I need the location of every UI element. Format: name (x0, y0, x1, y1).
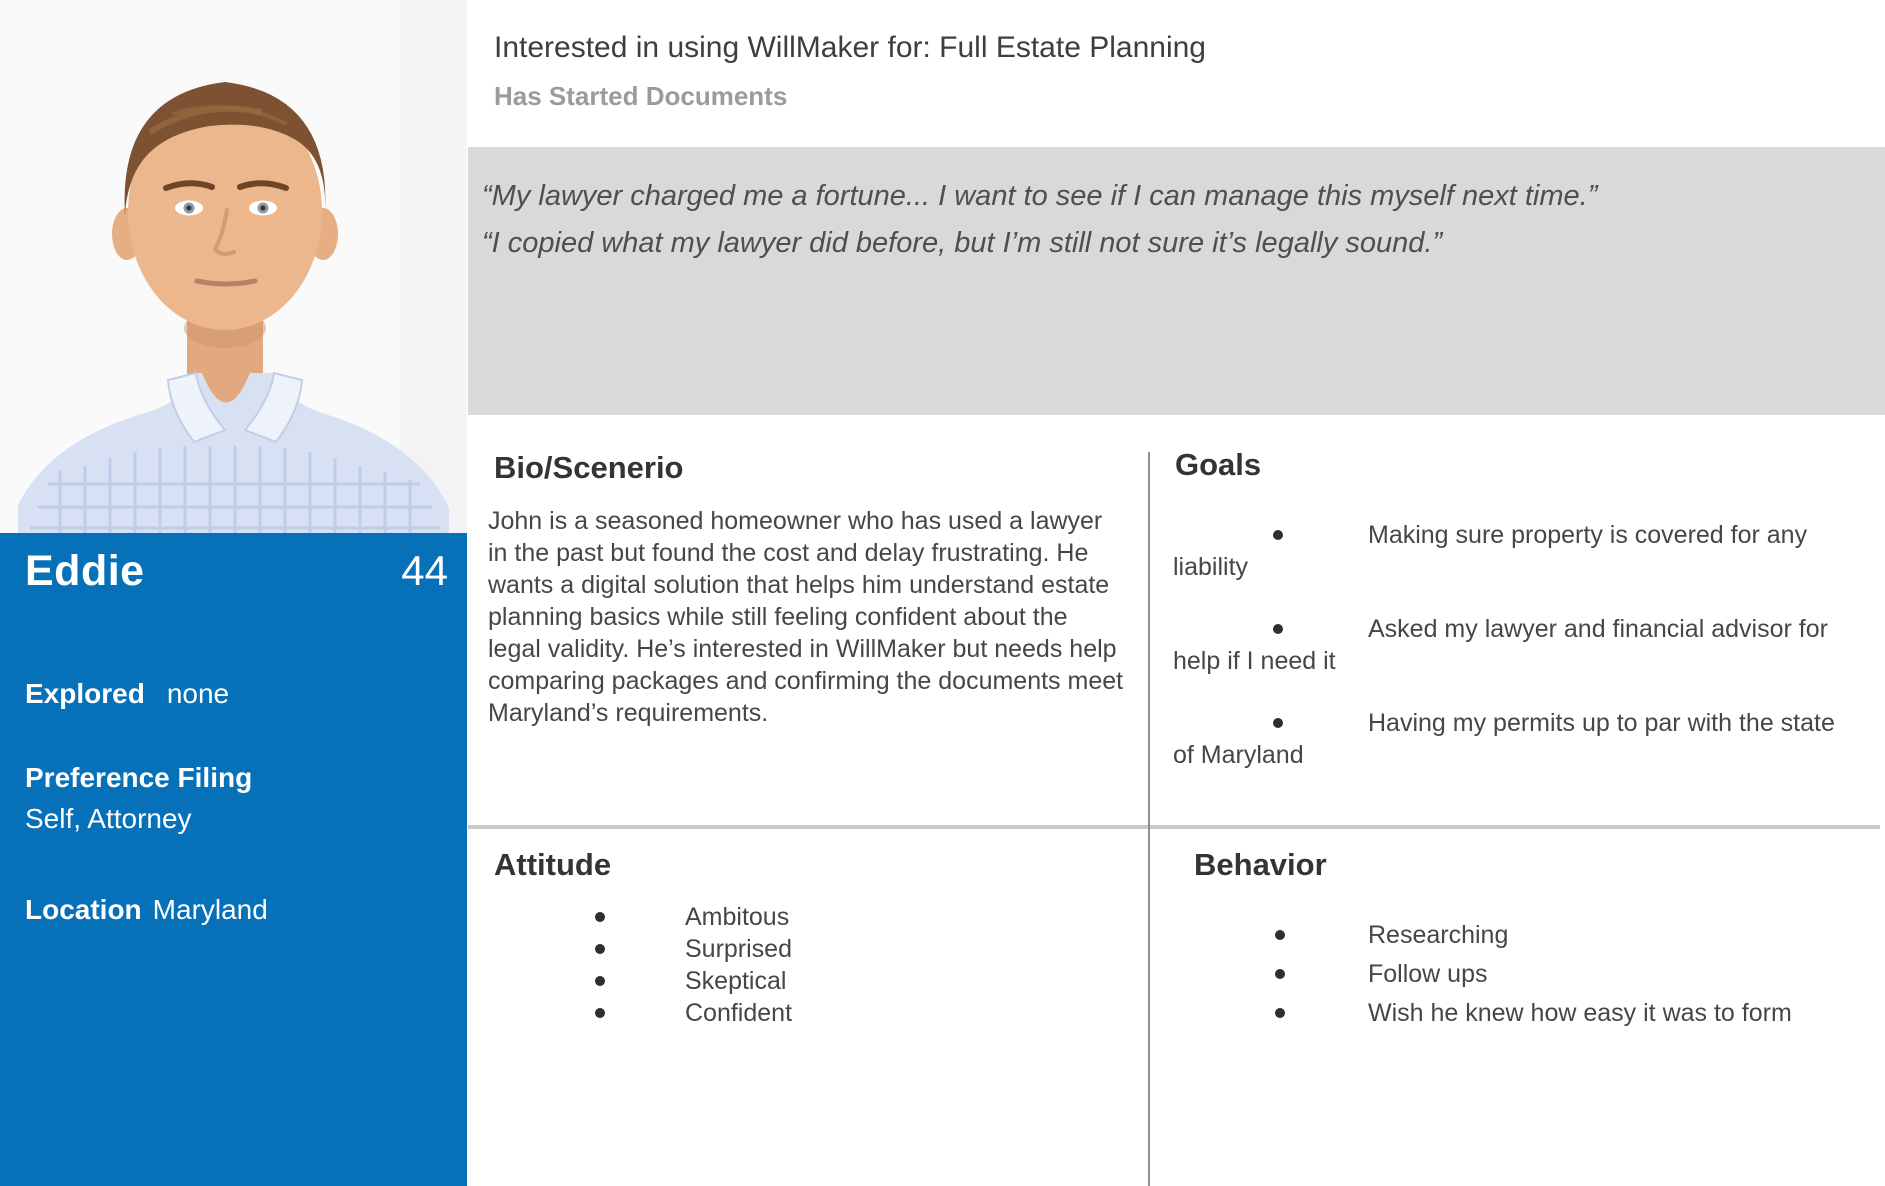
list-item (1151, 613, 1885, 677)
quote-line: “My lawyer charged me a fortune... I want to see if I can manage this myself next time.” (482, 180, 1598, 212)
detail-preference-filing (25, 757, 252, 839)
attitude-text: Confident (685, 999, 793, 1027)
section-bio-scenerio (488, 449, 1148, 729)
page-subtitle: Has Started Documents (494, 81, 788, 111)
male-portrait-illustration (0, 0, 467, 533)
list-item (467, 933, 1148, 965)
behavior-list (1151, 916, 1885, 1033)
goals-heading: Goals (1175, 447, 1262, 482)
persona-name: Eddie (25, 547, 145, 595)
page-title: Interested in using WillMaker for: Full Estate Planning (494, 31, 1206, 64)
behavior-text: Wish he knew how easy it was to form (1368, 999, 1792, 1027)
persona-info-panel (0, 533, 467, 1186)
bullet-icon (595, 976, 605, 986)
goal-text-wrap: liability (1173, 553, 1249, 581)
bullet-icon (595, 944, 605, 954)
detail-explored (25, 673, 229, 714)
detail-location (25, 889, 268, 930)
goal-text: Making sure property is covered for any (1368, 521, 1808, 549)
list-item (1151, 955, 1885, 994)
behavior-heading: Behavior (1194, 847, 1327, 882)
bio-text: John is a seasoned homeowner who has used a lawyer in the past but found the cost and delay frustrating. He wants a digital solution that helps him understand estate planning basics while still feeling confident about the legal validity. He’s interested in WillMaker but needs help comparing packages and confirming the documents meet Maryland’s requirements. (488, 507, 1124, 727)
list-item (467, 997, 1148, 1029)
persona-photo (0, 0, 467, 533)
quote-box (468, 147, 1885, 415)
section-attitude (467, 846, 1148, 1029)
bullet-icon (1275, 930, 1285, 940)
goal-text-wrap: of Maryland (1173, 741, 1304, 769)
location-value: Maryland (152, 894, 268, 925)
quote-line: “I copied what my lawyer did before, but I’m still not sure it’s legally sound.” (482, 227, 1443, 259)
section-goals (1151, 446, 1885, 801)
list-item (467, 965, 1148, 997)
bullet-icon (1275, 1008, 1285, 1018)
explored-value: none (166, 678, 230, 709)
behavior-text: Follow ups (1368, 960, 1488, 988)
persona-age: 44 (401, 547, 448, 594)
preference-filing-label: Preference Filing (25, 762, 253, 793)
bullet-icon (595, 1008, 605, 1018)
attitude-text: Skeptical (685, 967, 787, 995)
list-item (1151, 994, 1885, 1033)
attitude-text: Surprised (685, 935, 792, 963)
list-item (467, 901, 1148, 933)
goal-text: Having my permits up to par with the state (1368, 709, 1835, 737)
behavior-text: Researching (1368, 921, 1509, 949)
list-item (1151, 916, 1885, 955)
preference-filing-value: Self, Attorney (25, 803, 192, 834)
bio-heading: Bio/Scenerio (494, 450, 684, 485)
bullet-icon (1273, 624, 1283, 634)
goal-text: Asked my lawyer and financial advisor for (1368, 615, 1828, 643)
bullet-icon (1273, 718, 1283, 728)
attitude-heading: Attitude (494, 847, 612, 882)
persona-name-row (0, 547, 467, 596)
bullet-icon (595, 912, 605, 922)
list-item (1151, 707, 1885, 771)
goals-list (1151, 519, 1885, 771)
bullet-icon (1273, 530, 1283, 540)
attitude-text: Ambitous (685, 903, 790, 931)
horizontal-divider (468, 825, 1880, 829)
location-label: Location (25, 894, 142, 925)
list-item (1151, 519, 1885, 583)
bullet-icon (1275, 969, 1285, 979)
section-behavior (1151, 846, 1885, 1033)
explored-label: Explored (25, 678, 145, 709)
vertical-divider (1148, 452, 1150, 1186)
attitude-list (467, 901, 1148, 1029)
goal-text-wrap: help if I need it (1173, 647, 1336, 675)
